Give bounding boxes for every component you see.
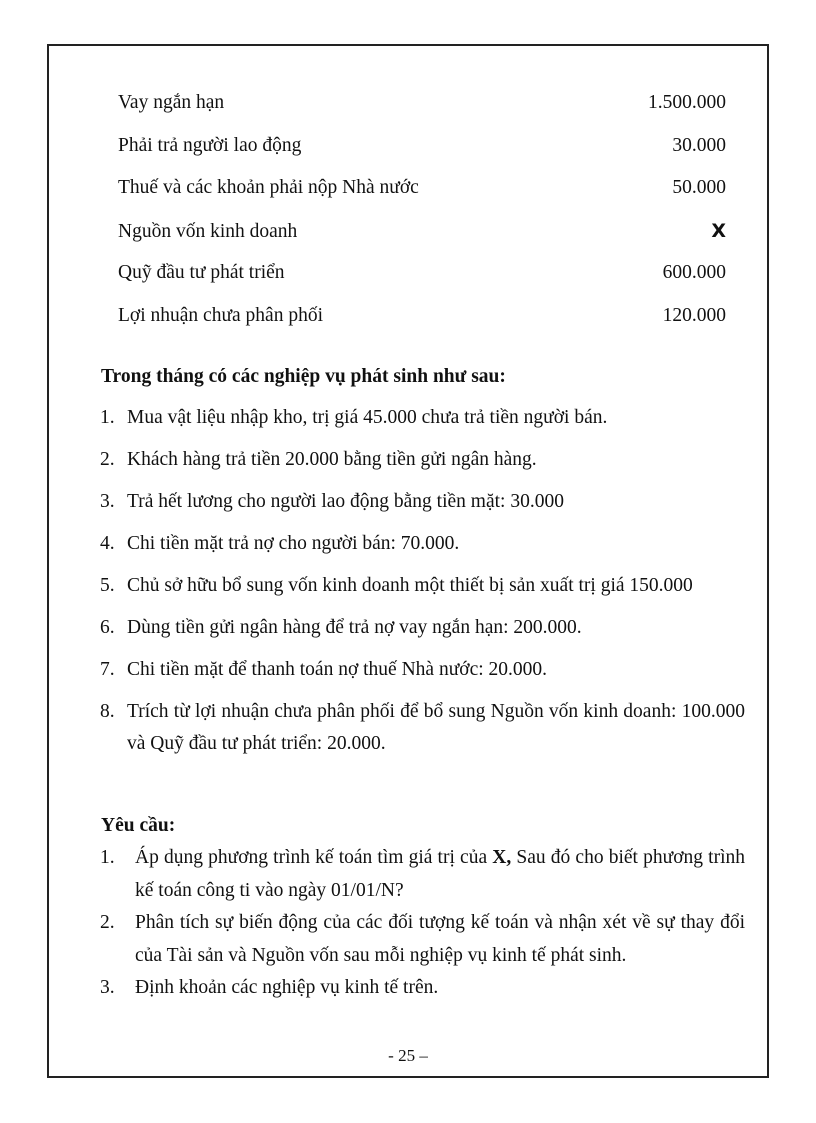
balance-row [118, 92, 726, 135]
item-number: 2. [100, 449, 115, 470]
balance-row [118, 262, 726, 305]
item-number: 3. [100, 491, 115, 512]
balance-label: Quỹ đầu tư phát triển [118, 262, 285, 283]
requirements-list [100, 842, 745, 1005]
requirement-item [100, 907, 745, 972]
requirement-item [100, 972, 745, 1005]
list-item [100, 444, 745, 476]
item-text: Dùng tiền gửi ngân hàng để trả nợ vay ngắn hạn: 200.000. [127, 617, 582, 638]
page-number: - 25 – [388, 1046, 428, 1065]
item-number: 8. [100, 701, 115, 722]
item-number: 1. [100, 407, 115, 428]
item-text-part: Áp dụng phương trình kế toán tìm giá trị của [135, 847, 493, 868]
balance-row [118, 220, 726, 263]
item-text: Chủ sở hữu bổ sung vốn kinh doanh một thiết bị sản xuất trị giá 150.000 [127, 575, 693, 596]
balance-label: Nguồn vốn kinh doanh [118, 220, 298, 242]
item-number: 4. [100, 533, 115, 554]
list-item [100, 570, 745, 602]
list-item [100, 486, 745, 518]
item-text: Định khoản các nghiệp vụ kinh tế trên. [135, 977, 439, 998]
requirements-heading: Yêu cầu: [101, 815, 176, 836]
transactions-list [100, 402, 745, 770]
balance-value: 600.000 [662, 262, 726, 283]
item-text: Mua vật liệu nhập kho, trị giá 45.000 chưa trả tiền người bán. [127, 407, 608, 428]
list-item [100, 654, 745, 686]
item-text: Trích từ lợi nhuận chưa phân phối để bổ sung Nguồn vốn kinh doanh: 100.000 và Quỹ đầu tư phát triển: 20.000. [127, 701, 745, 754]
balance-value: 50.000 [672, 177, 726, 198]
item-number: 2. [100, 912, 115, 933]
balance-label: Lợi nhuận chưa phân phối [118, 304, 323, 326]
list-item [100, 402, 745, 434]
balance-list [118, 92, 726, 347]
balance-value: 120.000 [662, 304, 726, 326]
bold-x: X, [492, 847, 512, 868]
item-number: 5. [100, 575, 115, 596]
unknown-x-value: X [711, 219, 726, 242]
balance-label: Thuế và các khoản phải nộp Nhà nước [118, 177, 419, 198]
item-text: Trả hết lương cho người lao động bằng tiền mặt: 30.000 [127, 491, 564, 512]
balance-row [118, 135, 726, 178]
balance-row [118, 177, 726, 220]
list-item [100, 528, 745, 560]
item-number: 1. [100, 847, 115, 868]
balance-label: Vay ngắn hạn [118, 92, 225, 113]
balance-row [118, 305, 726, 348]
item-text: Khách hàng trả tiền 20.000 bằng tiền gửi ngân hàng. [127, 449, 537, 470]
item-number: 3. [100, 977, 115, 998]
list-item [100, 696, 745, 760]
item-text: Chi tiền mặt để thanh toán nợ thuế Nhà nước: 20.000. [127, 659, 548, 680]
balance-value: 1.500.000 [648, 92, 726, 113]
item-text [135, 842, 745, 907]
item-text: Chi tiền mặt trả nợ cho người bán: 70.000. [127, 533, 460, 554]
requirement-item [100, 842, 745, 907]
item-text: Phân tích sự biến động của các đối tượng kế toán và nhận xét về sự thay đổi của Tài sản và Nguồn vốn sau mỗi nghiệp vụ kinh tế phát sinh. [135, 912, 745, 966]
balance-label: Phải trả người lao động [118, 134, 302, 156]
transactions-heading: Trong tháng có các nghiệp vụ phát sinh như sau: [101, 366, 506, 387]
balance-value: 30.000 [672, 134, 726, 156]
item-number: 7. [100, 659, 115, 680]
list-item [100, 612, 745, 644]
item-text-part: Sau đó cho biết phương trình kế toán công ti vào ngày 01/01/N? [135, 847, 745, 901]
item-number: 6. [100, 617, 115, 638]
